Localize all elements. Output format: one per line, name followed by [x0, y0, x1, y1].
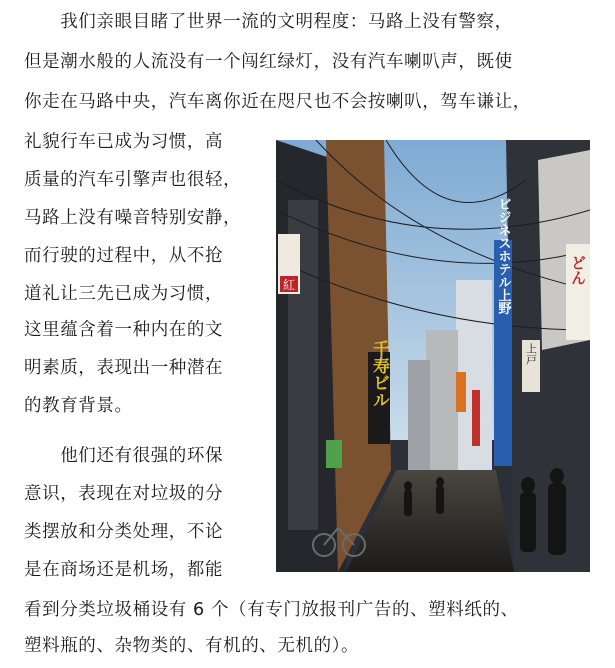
paragraph-line: 我们亲眼目睹了世界一流的文明程度：马路上没有警察， [24, 12, 513, 32]
hotel-sign-text: ビジネスホテル上野 [495, 197, 511, 315]
paragraph-line: 礼貌行车已成为习惯，高 [24, 132, 224, 152]
yellow-vertical-sign [368, 340, 390, 444]
red-street-sign [472, 390, 480, 446]
red-sign [278, 234, 300, 294]
paragraph-line: 明素质，表现出一种潜在 [24, 358, 224, 378]
green-sign [326, 440, 342, 468]
right-top-sign [566, 244, 590, 340]
paragraph-line: 而行驶的过程中，从不抢 [24, 246, 224, 266]
street-scene-illustration [276, 140, 590, 572]
paragraph-line: 是在商场还是机场，都能 [24, 560, 224, 580]
paragraph-line: 这里蕴含着一种内在的文 [24, 320, 224, 340]
paragraph-line: 你走在马路中央，汽车离你近在咫尺也不会按喇叭，驾车谦让， [24, 92, 531, 112]
red-sign-text: 紅 [282, 278, 296, 292]
distant-building [408, 360, 430, 470]
paragraph-line: 质量的汽车引擎声也很轻， [24, 170, 242, 190]
paragraph-line: 看到分类垃圾桶设有 6 个（有专门放报刊广告的、塑料纸的、 [24, 600, 519, 620]
yellow-sign-text: 千寿ビル [369, 340, 389, 408]
paragraph-line: 马路上没有噪音特别安静， [24, 208, 242, 228]
street-photo [276, 140, 590, 572]
paragraph-line: 意识，表现在对垃圾的分 [24, 484, 224, 504]
right-sign-text: どん [569, 255, 587, 285]
small-right-sign [522, 340, 540, 392]
blue-hotel-sign [494, 198, 512, 467]
paragraph-line: 他们还有很强的环保 [24, 446, 224, 466]
orange-sign [456, 372, 466, 412]
distant-building [426, 330, 458, 470]
paragraph-line: 类摆放和分类处理，不论 [24, 522, 224, 542]
paragraph-line: 但是潮水般的人流没有一个闯红绿灯，没有汽车喇叭声，既使 [24, 52, 513, 72]
paragraph-line: 道礼让三先已成为习惯， [24, 284, 224, 304]
small-sign-text: 上戸 [524, 343, 538, 365]
paragraph-line: 塑料瓶的、杂物类的、有机的、无机的）。 [24, 636, 360, 656]
paragraph-line: 的教育背景。 [24, 396, 133, 416]
